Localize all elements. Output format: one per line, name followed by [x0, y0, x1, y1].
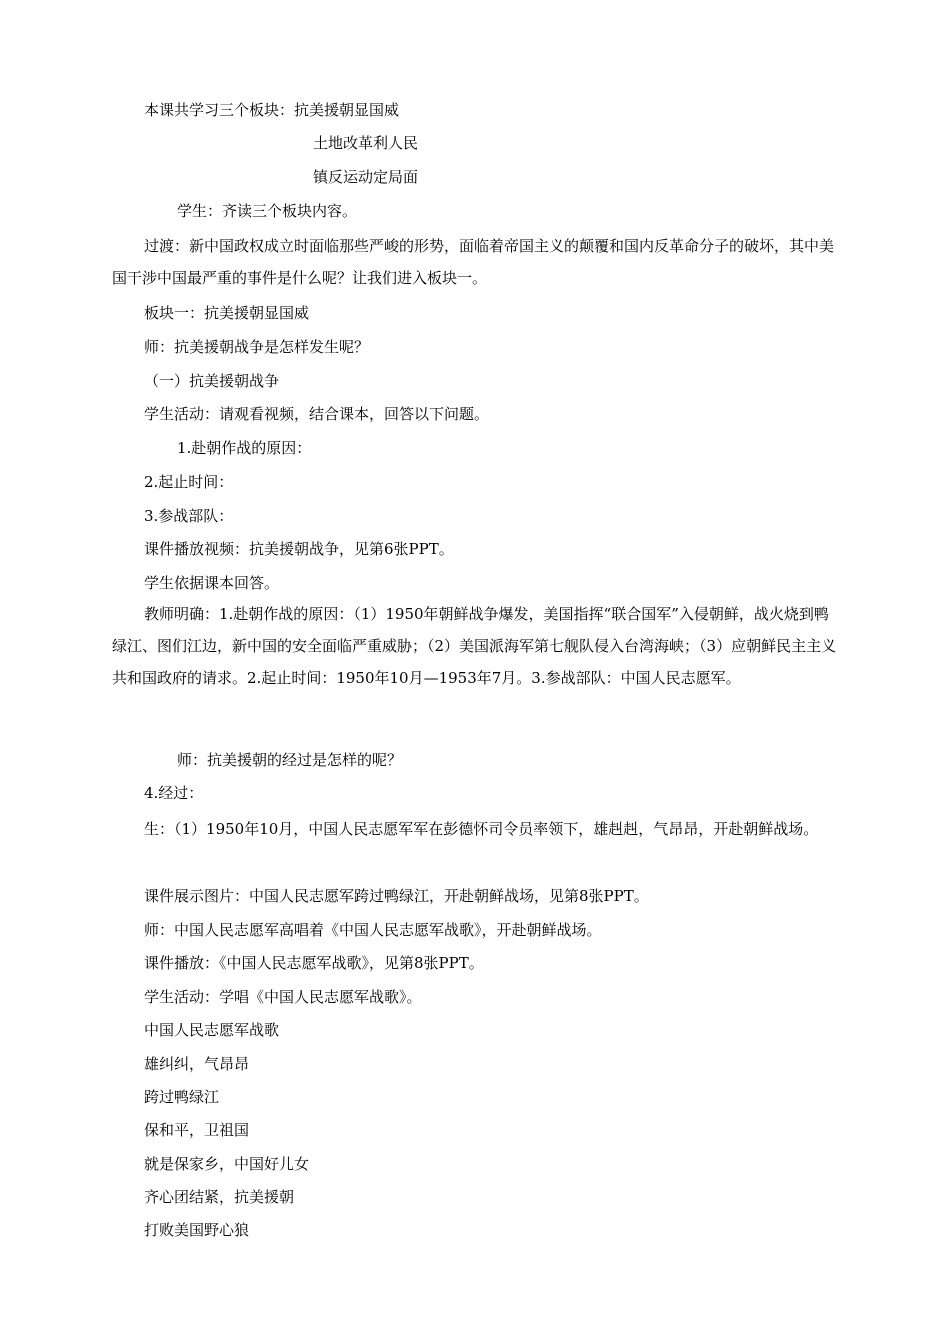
song-lyric: 就是保家乡，中国好儿女: [144, 1155, 310, 1173]
paragraph: 教师明确：1.赴朝作战的原因：（1）1950年朝鲜战争爆发，美国指挥“联合国军”入侵朝鲜，战火烧到鸭绿江、图们江边，新中国的安全面临严重威胁；（2）美国派海军第七舰队侵入台湾海峡；（3）应朝鲜民主主义共和国政府的请求。2.起止时间：1950年10月—1953年7月。3.参战部队：中国人民志愿军。: [112, 605, 837, 687]
song-lyric: 保和平，卫祖国: [144, 1121, 250, 1139]
song-lyric: 跨过鸭绿江: [144, 1088, 220, 1106]
question-item: 2.起止时间：: [144, 473, 234, 491]
question-item: 1.赴朝作战的原因：: [177, 439, 312, 457]
paragraph: 生：（1）1950年10月，中国人民志愿军军在彭德怀司令员率领下，雄赳赳，气昂昂，开赴朝鲜战场。: [144, 820, 819, 838]
text-line: 师：抗美援朝战争是怎样发生呢？: [144, 338, 370, 356]
section-heading: 板块一：抗美援朝显国威: [144, 304, 310, 322]
text-line: 师：中国人民志愿军高唱着《中国人民志愿军战歌》，开赴朝鲜战场。: [144, 921, 602, 939]
subsection-heading: （一）抗美援朝战争: [144, 372, 280, 390]
text-line: 学生活动：请观看视频，结合课本，回答以下问题。: [144, 405, 490, 423]
text-line: 课件播放视频：抗美援朝战争，见第6张PPT。: [144, 540, 454, 558]
text-line: 本课共学习三个板块：抗美援朝显国威: [144, 101, 400, 119]
question-item: 4.经过：: [144, 784, 204, 802]
song-lyric: 齐心团结紧，抗美援朝: [144, 1188, 295, 1206]
text-line: 学生依据课本回答。: [144, 574, 280, 592]
song-title: 中国人民志愿军战歌: [144, 1021, 280, 1039]
text-line: 师：抗美援朝的经过是怎样的呢？: [177, 751, 403, 769]
question-item: 3.参战部队：: [144, 507, 234, 525]
text-line: 学生：齐读三个板块内容。: [177, 202, 358, 220]
text-line: 课件展示图片：中国人民志愿军跨过鸭绿江，开赴朝鲜战场，见第8张PPT。: [144, 887, 649, 905]
text-line: 土地改革利人民: [313, 134, 419, 152]
text-line: 镇反运动定局面: [313, 168, 419, 186]
text-line: 课件播放：《中国人民志愿军战歌》，见第8张PPT。: [144, 954, 484, 972]
song-lyric: 打败美国野心狼: [144, 1221, 250, 1239]
text-line: 学生活动：学唱《中国人民志愿军战歌》。: [144, 988, 422, 1006]
song-lyric: 雄纠纠，气昂昂: [144, 1055, 250, 1073]
paragraph: 过渡：新中国政权成立时面临那些严峻的形势，面临着帝国主义的颠覆和国内反革命分子的破坏，其中美国干涉中国最严重的事件是什么呢？让我们进入板块一。: [112, 237, 835, 287]
